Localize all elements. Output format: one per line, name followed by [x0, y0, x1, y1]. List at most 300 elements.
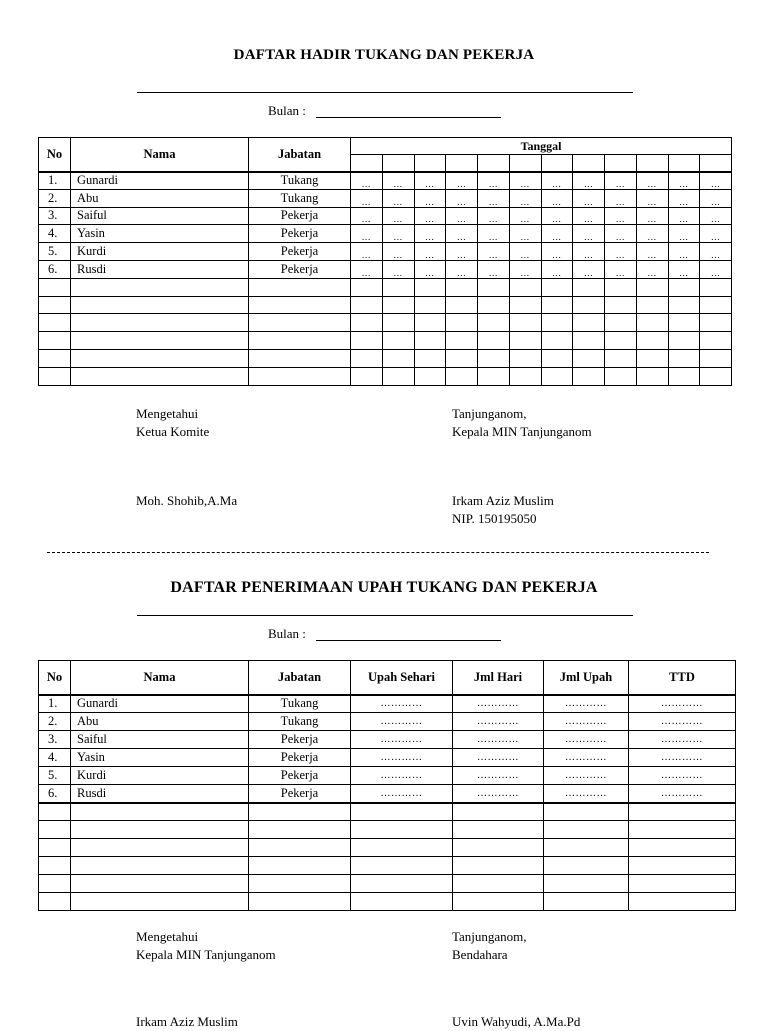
attendance-date-cell[interactable]: …: [382, 225, 414, 243]
attendance-date-cell[interactable]: …: [351, 225, 383, 243]
cell-jml-hari[interactable]: …………: [453, 749, 544, 767]
attendance-date-cell[interactable]: …: [478, 260, 510, 278]
cell-upah-sehari[interactable]: …………: [351, 785, 453, 803]
empty-table-row: [39, 296, 732, 314]
empty-cell[interactable]: [700, 314, 732, 332]
attendance-date-cell[interactable]: …: [446, 207, 478, 225]
row-no: 5.: [39, 767, 71, 785]
attendance-date-cell[interactable]: …: [351, 172, 383, 190]
row-no: 3.: [39, 207, 71, 225]
cell-jml-upah[interactable]: …………: [544, 767, 629, 785]
empty-cell[interactable]: [573, 296, 605, 314]
attendance-date-cell[interactable]: …: [414, 225, 446, 243]
cell-ttd[interactable]: …………: [629, 713, 736, 731]
empty-cell[interactable]: [629, 893, 736, 911]
attendance-date-cell[interactable]: …: [351, 243, 383, 261]
empty-cell[interactable]: [541, 314, 573, 332]
empty-cell[interactable]: [605, 349, 637, 367]
empty-table-row: [39, 349, 732, 367]
attendance-date-cell[interactable]: …: [636, 189, 668, 207]
empty-cell[interactable]: [414, 332, 446, 350]
row-jabatan: Tukang: [249, 713, 351, 731]
empty-cell[interactable]: [544, 875, 629, 893]
empty-cell[interactable]: [39, 803, 71, 821]
cell-jml-hari[interactable]: …………: [453, 767, 544, 785]
empty-cell[interactable]: [351, 857, 453, 875]
empty-cell[interactable]: [71, 803, 249, 821]
attendance-table-body: [39, 172, 732, 386]
col-header-no: No: [39, 661, 71, 695]
empty-cell[interactable]: [249, 893, 351, 911]
sign-right-line1: Tanjunganom,: [452, 406, 527, 421]
row-jabatan: Pekerja: [249, 767, 351, 785]
empty-cell[interactable]: [249, 857, 351, 875]
wages-title-rule: [137, 615, 633, 616]
empty-cell[interactable]: [351, 349, 383, 367]
cell-ttd[interactable]: …………: [629, 749, 736, 767]
row-nama: Kurdi: [71, 767, 249, 785]
empty-cell[interactable]: [478, 332, 510, 350]
attendance-date-cell[interactable]: …: [446, 189, 478, 207]
empty-cell[interactable]: [39, 349, 71, 367]
empty-cell[interactable]: [446, 296, 478, 314]
empty-cell[interactable]: [382, 349, 414, 367]
empty-cell[interactable]: [541, 278, 573, 296]
empty-cell[interactable]: [453, 803, 544, 821]
empty-cell[interactable]: [573, 314, 605, 332]
attendance-date-cell[interactable]: …: [478, 243, 510, 261]
row-no: 1.: [39, 172, 71, 190]
attendance-date-cell[interactable]: …: [446, 243, 478, 261]
cell-jml-upah[interactable]: …………: [544, 731, 629, 749]
empty-cell[interactable]: [414, 296, 446, 314]
empty-cell[interactable]: [605, 278, 637, 296]
empty-cell[interactable]: [478, 367, 510, 385]
empty-cell[interactable]: [351, 875, 453, 893]
empty-cell[interactable]: [351, 803, 453, 821]
empty-cell[interactable]: [351, 893, 453, 911]
date-column-cell: [446, 155, 478, 172]
attendance-date-cell[interactable]: …: [382, 243, 414, 261]
empty-cell[interactable]: [382, 314, 414, 332]
row-jabatan: Pekerja: [249, 260, 351, 278]
attendance-date-cell[interactable]: …: [668, 172, 700, 190]
empty-cell[interactable]: [71, 314, 249, 332]
cell-ttd[interactable]: …………: [629, 695, 736, 713]
empty-cell[interactable]: [71, 857, 249, 875]
empty-cell[interactable]: [605, 296, 637, 314]
attendance-date-cell[interactable]: …: [700, 260, 732, 278]
empty-cell[interactable]: [573, 349, 605, 367]
empty-cell[interactable]: [351, 314, 383, 332]
attendance-date-cell[interactable]: …: [573, 260, 605, 278]
empty-cell[interactable]: [509, 296, 541, 314]
empty-cell[interactable]: [453, 875, 544, 893]
date-column-cell: [605, 155, 637, 172]
empty-cell[interactable]: [636, 349, 668, 367]
empty-cell[interactable]: [249, 875, 351, 893]
row-jabatan: Tukang: [249, 695, 351, 713]
empty-cell[interactable]: [249, 278, 351, 296]
empty-cell[interactable]: [39, 367, 71, 385]
cell-jml-hari[interactable]: …………: [453, 785, 544, 803]
empty-cell[interactable]: [39, 893, 71, 911]
row-nama: Gunardi: [71, 695, 249, 713]
attendance-date-cell[interactable]: …: [700, 189, 732, 207]
attendance-date-cell[interactable]: …: [573, 189, 605, 207]
cell-upah-sehari[interactable]: …………: [351, 767, 453, 785]
row-no: 6.: [39, 785, 71, 803]
attendance-date-cell[interactable]: …: [668, 207, 700, 225]
attendance-date-cell[interactable]: …: [414, 243, 446, 261]
empty-cell[interactable]: [573, 332, 605, 350]
empty-cell[interactable]: [414, 349, 446, 367]
attendance-date-cell[interactable]: …: [351, 260, 383, 278]
empty-cell[interactable]: [629, 839, 736, 857]
cell-jml-hari[interactable]: …………: [453, 695, 544, 713]
empty-cell[interactable]: [39, 332, 71, 350]
empty-cell[interactable]: [541, 349, 573, 367]
wages-bulan-label: Bulan :: [268, 626, 306, 641]
cell-upah-sehari[interactable]: …………: [351, 749, 453, 767]
wages-sign-right-name: Uvin Wahyudi, A.Ma.Pd: [452, 1014, 581, 1029]
cell-ttd[interactable]: …………: [629, 785, 736, 803]
attendance-date-cell[interactable]: …: [636, 172, 668, 190]
attendance-date-cell[interactable]: …: [351, 207, 383, 225]
attendance-date-cell[interactable]: …: [668, 189, 700, 207]
row-no: 2.: [39, 189, 71, 207]
attendance-date-cell[interactable]: …: [605, 207, 637, 225]
empty-cell[interactable]: [382, 278, 414, 296]
attendance-date-cell[interactable]: …: [605, 225, 637, 243]
attendance-date-cell[interactable]: …: [541, 260, 573, 278]
attendance-date-cell[interactable]: …: [668, 225, 700, 243]
attendance-bulan-label: Bulan :: [268, 103, 306, 118]
table-row: [39, 260, 732, 278]
attendance-date-cell[interactable]: …: [636, 207, 668, 225]
empty-cell[interactable]: [668, 332, 700, 350]
col-header-ttd: TTD: [629, 661, 736, 695]
empty-cell[interactable]: [39, 296, 71, 314]
attendance-date-cell[interactable]: …: [414, 172, 446, 190]
attendance-date-cell[interactable]: …: [541, 243, 573, 261]
attendance-date-cell[interactable]: …: [605, 260, 637, 278]
date-column-cell: [541, 155, 573, 172]
empty-cell[interactable]: [249, 803, 351, 821]
empty-cell[interactable]: [446, 367, 478, 385]
table-row: [39, 225, 732, 243]
empty-cell[interactable]: [668, 314, 700, 332]
empty-cell[interactable]: [414, 314, 446, 332]
empty-cell[interactable]: [636, 278, 668, 296]
empty-cell[interactable]: [39, 821, 71, 839]
table-row: [39, 243, 732, 261]
empty-cell[interactable]: [414, 367, 446, 385]
empty-cell[interactable]: [478, 278, 510, 296]
wages-sign-left-name: Irkam Aziz Muslim: [136, 1014, 238, 1029]
empty-cell[interactable]: [541, 367, 573, 385]
attendance-date-cell[interactable]: …: [478, 189, 510, 207]
row-jabatan: Pekerja: [249, 785, 351, 803]
attendance-date-cell[interactable]: …: [636, 225, 668, 243]
attendance-date-cell[interactable]: …: [541, 207, 573, 225]
empty-cell[interactable]: [544, 821, 629, 839]
empty-cell[interactable]: [700, 296, 732, 314]
empty-cell[interactable]: [453, 839, 544, 857]
wages-table: [38, 660, 736, 911]
empty-cell[interactable]: [509, 367, 541, 385]
empty-cell[interactable]: [629, 821, 736, 839]
attendance-date-cell[interactable]: …: [509, 172, 541, 190]
table-row: [39, 189, 732, 207]
empty-cell[interactable]: [605, 332, 637, 350]
empty-cell[interactable]: [249, 332, 351, 350]
cell-ttd[interactable]: …………: [629, 767, 736, 785]
attendance-date-cell[interactable]: …: [351, 189, 383, 207]
attendance-date-cell[interactable]: …: [509, 207, 541, 225]
cell-jml-upah[interactable]: …………: [544, 695, 629, 713]
empty-cell[interactable]: [636, 332, 668, 350]
attendance-date-cell[interactable]: …: [509, 260, 541, 278]
cell-jml-upah[interactable]: …………: [544, 713, 629, 731]
sign-left-line2: Ketua Komite: [136, 424, 210, 439]
attendance-title: DAFTAR HADIR TUKANG DAN PEKERJA: [233, 47, 535, 63]
empty-cell[interactable]: [700, 349, 732, 367]
empty-cell[interactable]: [636, 296, 668, 314]
attendance-date-cell[interactable]: …: [414, 207, 446, 225]
empty-cell[interactable]: [71, 839, 249, 857]
empty-cell[interactable]: [249, 314, 351, 332]
attendance-date-cell[interactable]: …: [700, 207, 732, 225]
empty-cell[interactable]: [71, 367, 249, 385]
empty-cell[interactable]: [446, 314, 478, 332]
attendance-title-rule: [137, 92, 633, 93]
sign-right-nip: NIP. 150195050: [452, 511, 537, 526]
empty-cell[interactable]: [668, 296, 700, 314]
date-column-cell: [478, 155, 510, 172]
empty-cell[interactable]: [446, 349, 478, 367]
empty-cell[interactable]: [351, 278, 383, 296]
attendance-date-cell[interactable]: …: [541, 225, 573, 243]
empty-cell[interactable]: [478, 314, 510, 332]
sign-right-line2: Kepala MIN Tanjunganom: [452, 424, 592, 439]
attendance-date-cell[interactable]: …: [478, 225, 510, 243]
row-jabatan: Tukang: [249, 172, 351, 190]
wages-bulan-field[interactable]: [316, 640, 501, 641]
attendance-date-cell[interactable]: …: [509, 225, 541, 243]
empty-cell[interactable]: [629, 875, 736, 893]
empty-cell[interactable]: [249, 349, 351, 367]
attendance-date-cell[interactable]: …: [478, 172, 510, 190]
empty-cell[interactable]: [544, 839, 629, 857]
empty-cell[interactable]: [700, 332, 732, 350]
empty-cell[interactable]: [249, 296, 351, 314]
empty-cell[interactable]: [39, 314, 71, 332]
empty-table-row: [39, 893, 736, 911]
attendance-date-cell[interactable]: …: [382, 207, 414, 225]
empty-cell[interactable]: [453, 893, 544, 911]
empty-cell[interactable]: [414, 278, 446, 296]
empty-cell[interactable]: [446, 278, 478, 296]
attendance-date-cell[interactable]: …: [700, 225, 732, 243]
attendance-date-cell[interactable]: …: [382, 189, 414, 207]
empty-cell[interactable]: [629, 803, 736, 821]
empty-cell[interactable]: [39, 839, 71, 857]
cell-jml-upah[interactable]: …………: [544, 749, 629, 767]
empty-cell[interactable]: [446, 332, 478, 350]
empty-cell[interactable]: [605, 314, 637, 332]
table-row: [39, 713, 736, 731]
row-nama: Saiful: [71, 731, 249, 749]
attendance-bulan-field[interactable]: [316, 117, 501, 118]
empty-cell[interactable]: [39, 875, 71, 893]
sign-left-line1: Mengetahui: [136, 406, 199, 421]
empty-cell[interactable]: [249, 367, 351, 385]
attendance-date-cell[interactable]: …: [700, 172, 732, 190]
empty-cell[interactable]: [629, 857, 736, 875]
empty-cell[interactable]: [544, 803, 629, 821]
attendance-date-cell[interactable]: …: [573, 243, 605, 261]
date-column-cell: [636, 155, 668, 172]
row-no: 2.: [39, 713, 71, 731]
empty-cell[interactable]: [351, 332, 383, 350]
empty-cell[interactable]: [541, 296, 573, 314]
cell-jml-hari[interactable]: …………: [453, 713, 544, 731]
empty-cell[interactable]: [249, 821, 351, 839]
empty-cell[interactable]: [573, 367, 605, 385]
attendance-date-cell[interactable]: …: [636, 243, 668, 261]
attendance-date-cell[interactable]: …: [700, 243, 732, 261]
empty-cell[interactable]: [351, 839, 453, 857]
attendance-date-cell[interactable]: …: [446, 172, 478, 190]
empty-cell[interactable]: [453, 821, 544, 839]
empty-cell[interactable]: [71, 893, 249, 911]
table-row: [39, 749, 736, 767]
empty-cell[interactable]: [71, 349, 249, 367]
empty-cell[interactable]: [668, 367, 700, 385]
attendance-date-cell[interactable]: …: [573, 172, 605, 190]
attendance-date-cell[interactable]: …: [446, 225, 478, 243]
col-header-jabatan: Jabatan: [249, 661, 351, 695]
empty-cell[interactable]: [636, 314, 668, 332]
empty-table-row: [39, 803, 736, 821]
row-nama: Yasin: [71, 749, 249, 767]
attendance-date-cell[interactable]: …: [541, 172, 573, 190]
empty-cell[interactable]: [249, 839, 351, 857]
empty-cell[interactable]: [351, 821, 453, 839]
empty-cell[interactable]: [636, 367, 668, 385]
empty-cell[interactable]: [700, 367, 732, 385]
date-column-cell: [509, 155, 541, 172]
row-nama: Kurdi: [71, 243, 249, 261]
row-no: 5.: [39, 243, 71, 261]
wages-title: DAFTAR PENERIMAAN UPAH TUKANG DAN PEKERJA: [170, 579, 598, 596]
empty-cell[interactable]: [700, 278, 732, 296]
wages-sign-right: [452, 928, 527, 964]
col-header-upah-sehari: Upah Sehari: [351, 661, 453, 695]
empty-cell[interactable]: [573, 278, 605, 296]
attendance-date-cell[interactable]: …: [509, 189, 541, 207]
attendance-date-cell[interactable]: …: [446, 260, 478, 278]
empty-cell[interactable]: [351, 296, 383, 314]
empty-cell[interactable]: [39, 278, 71, 296]
attendance-date-cell[interactable]: …: [541, 189, 573, 207]
attendance-date-cell[interactable]: …: [573, 225, 605, 243]
col-header-tanggal: Tanggal: [351, 138, 732, 155]
empty-cell[interactable]: [509, 278, 541, 296]
empty-cell[interactable]: [351, 367, 383, 385]
row-no: 4.: [39, 749, 71, 767]
empty-cell[interactable]: [71, 278, 249, 296]
empty-cell[interactable]: [509, 332, 541, 350]
empty-cell[interactable]: [544, 857, 629, 875]
empty-cell[interactable]: [71, 332, 249, 350]
attendance-date-cell[interactable]: …: [605, 243, 637, 261]
cell-jml-hari[interactable]: …………: [453, 731, 544, 749]
col-header-jabatan: Jabatan: [249, 138, 351, 172]
empty-cell[interactable]: [668, 278, 700, 296]
empty-cell[interactable]: [71, 296, 249, 314]
empty-cell[interactable]: [71, 821, 249, 839]
empty-cell[interactable]: [541, 332, 573, 350]
date-column-cell: [700, 155, 732, 172]
attendance-date-cell[interactable]: …: [573, 207, 605, 225]
cell-upah-sehari[interactable]: …………: [351, 731, 453, 749]
attendance-date-cell[interactable]: …: [605, 189, 637, 207]
empty-cell[interactable]: [605, 367, 637, 385]
attendance-date-cell[interactable]: …: [414, 260, 446, 278]
empty-cell[interactable]: [509, 349, 541, 367]
empty-cell[interactable]: [71, 875, 249, 893]
cell-upah-sehari[interactable]: …………: [351, 713, 453, 731]
attendance-table: [38, 137, 732, 386]
empty-cell[interactable]: [544, 893, 629, 911]
attendance-date-cell[interactable]: …: [668, 243, 700, 261]
col-header-jml-upah: Jml Upah: [544, 661, 629, 695]
empty-table-row: [39, 332, 732, 350]
attendance-date-cell[interactable]: …: [478, 207, 510, 225]
attendance-date-cell[interactable]: …: [414, 189, 446, 207]
empty-cell[interactable]: [453, 857, 544, 875]
row-no: 1.: [39, 695, 71, 713]
empty-cell[interactable]: [382, 332, 414, 350]
attendance-date-cell[interactable]: …: [382, 260, 414, 278]
row-no: 6.: [39, 260, 71, 278]
cell-ttd[interactable]: …………: [629, 731, 736, 749]
row-jabatan: Tukang: [249, 189, 351, 207]
attendance-date-cell[interactable]: …: [382, 172, 414, 190]
attendance-date-cell[interactable]: …: [605, 172, 637, 190]
cell-jml-upah[interactable]: …………: [544, 785, 629, 803]
empty-cell[interactable]: [478, 349, 510, 367]
attendance-date-cell[interactable]: …: [668, 260, 700, 278]
empty-cell[interactable]: [478, 296, 510, 314]
empty-cell[interactable]: [382, 296, 414, 314]
wages-table-body: [39, 695, 736, 911]
attendance-date-cell[interactable]: …: [636, 260, 668, 278]
sign-left-line2: Kepala MIN Tanjunganom: [136, 947, 276, 962]
empty-cell[interactable]: [509, 314, 541, 332]
empty-cell[interactable]: [39, 857, 71, 875]
cell-upah-sehari[interactable]: …………: [351, 695, 453, 713]
row-jabatan: Pekerja: [249, 749, 351, 767]
empty-cell[interactable]: [668, 349, 700, 367]
empty-cell[interactable]: [382, 367, 414, 385]
wages-sign-left: [136, 928, 276, 964]
row-nama: Gunardi: [71, 172, 249, 190]
date-column-cell: [351, 155, 383, 172]
attendance-date-cell[interactable]: …: [509, 243, 541, 261]
